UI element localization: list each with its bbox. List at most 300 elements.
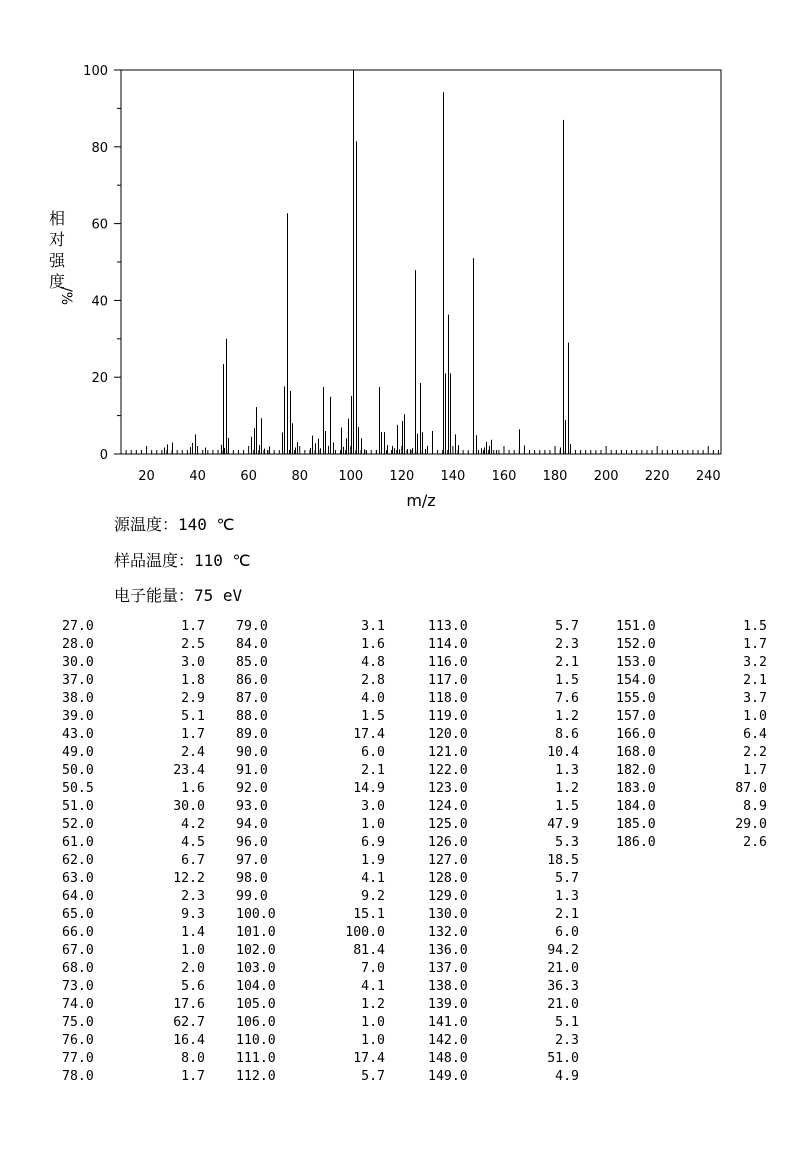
mz-value: 62.0 — [62, 853, 94, 868]
mz-value: 84.0 — [236, 637, 268, 652]
y-tick-label: 0 — [99, 448, 108, 463]
y-axis-label-char: 对 — [48, 230, 66, 249]
abundance-value: 4.1 — [361, 871, 385, 886]
abundance-value: 9.2 — [361, 889, 385, 904]
table-row — [236, 888, 385, 906]
mz-value: 104.0 — [236, 979, 276, 994]
mz-value: 88.0 — [236, 709, 268, 724]
abundance-value: 81.4 — [353, 943, 385, 958]
mz-value: 157.0 — [616, 709, 656, 724]
table-row — [236, 924, 385, 942]
mz-value: 51.0 — [62, 799, 94, 814]
abundance-value: 1.0 — [361, 1015, 385, 1030]
mz-value: 103.0 — [236, 961, 276, 976]
abundance-value: 2.1 — [743, 673, 767, 688]
abundance-value: 14.9 — [353, 781, 385, 796]
abundance-value: 16.4 — [173, 1033, 205, 1048]
abundance-value: 1.3 — [555, 889, 579, 904]
abundance-value: 2.6 — [743, 835, 767, 850]
abundance-value: 8.6 — [555, 727, 579, 742]
mz-value: 93.0 — [236, 799, 268, 814]
abundance-value: 1.7 — [743, 763, 767, 778]
mass-spectrum-chart — [0, 0, 794, 520]
mz-value: 125.0 — [428, 817, 468, 832]
source-temperature — [114, 512, 235, 535]
abundance-value: 7.6 — [555, 691, 579, 706]
mz-value: 87.0 — [236, 691, 268, 706]
table-row — [62, 672, 205, 690]
mz-value: 37.0 — [62, 673, 94, 688]
table-row — [428, 672, 579, 690]
abundance-value: 1.8 — [181, 673, 205, 688]
abundance-value: 1.6 — [361, 637, 385, 652]
mz-value: 130.0 — [428, 907, 468, 922]
table-row — [236, 852, 385, 870]
mz-value: 149.0 — [428, 1069, 468, 1084]
table-row — [236, 654, 385, 672]
table-row — [62, 1068, 205, 1086]
abundance-value: 5.6 — [181, 979, 205, 994]
mz-value: 124.0 — [428, 799, 468, 814]
abundance-value: 2.2 — [743, 745, 767, 760]
mz-value: 116.0 — [428, 655, 468, 670]
mz-value: 73.0 — [62, 979, 94, 994]
table-row — [428, 960, 579, 978]
table-row — [62, 654, 205, 672]
abundance-value: 4.9 — [555, 1069, 579, 1084]
abundance-value: 4.8 — [361, 655, 385, 670]
table-row — [428, 762, 579, 780]
mz-value: 79.0 — [236, 619, 268, 634]
table-row — [236, 1068, 385, 1086]
y-tick-label: 60 — [91, 217, 108, 233]
table-row — [62, 1032, 205, 1050]
mz-value: 89.0 — [236, 727, 268, 742]
electron-energy — [114, 583, 242, 606]
peak-table-column — [616, 618, 767, 852]
table-row — [62, 924, 205, 942]
table-row — [62, 636, 205, 654]
abundance-value: 6.0 — [555, 925, 579, 940]
abundance-value: 1.2 — [555, 709, 579, 724]
mz-value: 74.0 — [62, 997, 94, 1012]
y-tick-label: 40 — [91, 294, 108, 310]
mz-value: 30.0 — [62, 655, 94, 670]
table-row — [62, 906, 205, 924]
table-row — [428, 798, 579, 816]
x-tick-label: 100 — [338, 469, 364, 484]
table-row — [236, 798, 385, 816]
table-row — [616, 636, 767, 654]
abundance-value: 1.7 — [743, 637, 767, 652]
x-axis-label: m/z — [406, 491, 436, 510]
x-tick-label: 200 — [593, 469, 619, 484]
sample-temperature-value: 110 ℃ — [194, 551, 251, 570]
table-row — [62, 852, 205, 870]
table-row — [236, 1014, 385, 1032]
electron-energy-value: 75 eV — [194, 586, 243, 605]
table-row — [428, 906, 579, 924]
table-row — [62, 960, 205, 978]
abundance-value: 1.0 — [743, 709, 767, 724]
mz-value: 113.0 — [428, 619, 468, 634]
abundance-value: 2.4 — [181, 745, 205, 760]
table-row — [428, 924, 579, 942]
mz-value: 121.0 — [428, 745, 468, 760]
mz-value: 65.0 — [62, 907, 94, 922]
mz-value: 148.0 — [428, 1051, 468, 1066]
mz-value: 168.0 — [616, 745, 656, 760]
table-row — [428, 780, 579, 798]
mz-value: 102.0 — [236, 943, 276, 958]
mz-value: 50.5 — [62, 781, 94, 796]
abundance-value: 2.5 — [181, 637, 205, 652]
peak-table-column — [428, 618, 579, 1086]
y-tick-label: 100 — [83, 64, 108, 79]
table-row — [62, 762, 205, 780]
abundance-value: 1.2 — [361, 997, 385, 1012]
table-row — [428, 636, 579, 654]
table-row — [428, 1014, 579, 1032]
mz-value: 129.0 — [428, 889, 468, 904]
abundance-value: 3.0 — [361, 799, 385, 814]
table-row — [236, 1050, 385, 1068]
table-row — [428, 978, 579, 996]
abundance-value: 4.5 — [181, 835, 205, 850]
abundance-value: 7.0 — [361, 961, 385, 976]
mz-value: 136.0 — [428, 943, 468, 958]
mz-value: 67.0 — [62, 943, 94, 958]
table-row — [236, 726, 385, 744]
table-row — [428, 942, 579, 960]
table-row — [428, 726, 579, 744]
table-row — [616, 762, 767, 780]
abundance-value: 2.3 — [555, 1033, 579, 1048]
mz-value: 154.0 — [616, 673, 656, 688]
table-row — [236, 834, 385, 852]
mz-value: 128.0 — [428, 871, 468, 886]
abundance-value: 17.4 — [353, 727, 385, 742]
abundance-value: 3.2 — [743, 655, 767, 670]
table-row — [62, 978, 205, 996]
abundance-value: 6.0 — [361, 745, 385, 760]
table-row — [62, 816, 205, 834]
table-row — [616, 618, 767, 636]
mz-value: 63.0 — [62, 871, 94, 886]
abundance-value: 29.0 — [735, 817, 767, 832]
table-row — [616, 672, 767, 690]
abundance-value: 94.2 — [547, 943, 579, 958]
table-row — [616, 690, 767, 708]
table-row — [236, 978, 385, 996]
abundance-value: 3.0 — [181, 655, 205, 670]
mz-value: 97.0 — [236, 853, 268, 868]
abundance-value: 30.0 — [173, 799, 205, 814]
abundance-value: 4.2 — [181, 817, 205, 832]
abundance-value: 5.1 — [555, 1015, 579, 1030]
table-row — [236, 816, 385, 834]
mz-value: 166.0 — [616, 727, 656, 742]
abundance-value: 2.0 — [181, 961, 205, 976]
mz-value: 39.0 — [62, 709, 94, 724]
table-row — [236, 942, 385, 960]
y-tick-label: 20 — [91, 371, 108, 387]
mz-value: 122.0 — [428, 763, 468, 778]
abundance-value: 47.9 — [547, 817, 579, 832]
mz-value: 94.0 — [236, 817, 268, 832]
mz-value: 186.0 — [616, 835, 656, 850]
table-row — [62, 726, 205, 744]
mz-value: 91.0 — [236, 763, 268, 778]
mz-value: 100.0 — [236, 907, 276, 922]
table-row — [428, 618, 579, 636]
mz-value: 49.0 — [62, 745, 94, 760]
abundance-value: 1.7 — [181, 619, 205, 634]
abundance-value: 1.5 — [555, 673, 579, 688]
abundance-value: 5.3 — [555, 835, 579, 850]
mz-value: 66.0 — [62, 925, 94, 940]
abundance-value: 1.9 — [361, 853, 385, 868]
abundance-value: 17.4 — [353, 1051, 385, 1066]
mz-value: 27.0 — [62, 619, 94, 634]
table-row — [428, 816, 579, 834]
table-row — [62, 708, 205, 726]
table-row — [616, 816, 767, 834]
table-row — [616, 798, 767, 816]
sample-temperature — [114, 548, 251, 571]
mz-value: 77.0 — [62, 1051, 94, 1066]
abundance-value: 23.4 — [173, 763, 205, 778]
table-row — [616, 708, 767, 726]
mz-value: 75.0 — [62, 1015, 94, 1030]
abundance-value: 8.0 — [181, 1051, 205, 1066]
abundance-value: 51.0 — [547, 1051, 579, 1066]
mz-value: 96.0 — [236, 835, 268, 850]
mz-value: 64.0 — [62, 889, 94, 904]
mz-value: 183.0 — [616, 781, 656, 796]
mz-value: 99.0 — [236, 889, 268, 904]
table-row — [428, 1032, 579, 1050]
abundance-value: 9.3 — [181, 907, 205, 922]
table-row — [428, 690, 579, 708]
abundance-value: 4.1 — [361, 979, 385, 994]
abundance-value: 1.0 — [361, 1033, 385, 1048]
mz-value: 132.0 — [428, 925, 468, 940]
table-row — [62, 618, 205, 636]
abundance-value: 1.5 — [361, 709, 385, 724]
x-tick-label: 140 — [440, 469, 466, 484]
abundance-value: 5.7 — [361, 1069, 385, 1084]
abundance-value: 1.4 — [181, 925, 205, 940]
electron-energy-label: 电子能量： — [114, 586, 195, 605]
sample-temperature-label: 样品温度： — [114, 551, 195, 570]
mz-value: 90.0 — [236, 745, 268, 760]
table-row — [616, 654, 767, 672]
y-axis-label-unit: /% — [58, 286, 74, 306]
y-axis-label-char: 度 — [48, 272, 66, 291]
mz-value: 86.0 — [236, 673, 268, 688]
mz-value: 117.0 — [428, 673, 468, 688]
mz-value: 111.0 — [236, 1051, 276, 1066]
table-row — [428, 744, 579, 762]
table-row — [616, 834, 767, 852]
x-tick-label: 80 — [291, 469, 308, 484]
table-row — [236, 618, 385, 636]
mz-value: 76.0 — [62, 1033, 94, 1048]
mz-value: 118.0 — [428, 691, 468, 706]
abundance-value: 6.7 — [181, 853, 205, 868]
abundance-value: 62.7 — [173, 1015, 205, 1030]
table-row — [428, 1050, 579, 1068]
abundance-value: 100.0 — [345, 925, 385, 940]
abundance-value: 5.1 — [181, 709, 205, 724]
table-row — [62, 834, 205, 852]
mz-value: 43.0 — [62, 727, 94, 742]
table-row — [62, 780, 205, 798]
source-temperature-value: 140 ℃ — [178, 515, 235, 534]
table-row — [236, 870, 385, 888]
table-row — [236, 708, 385, 726]
mz-value: 119.0 — [428, 709, 468, 724]
x-tick-label: 160 — [491, 469, 517, 484]
table-row — [428, 996, 579, 1014]
abundance-value: 21.0 — [547, 997, 579, 1012]
mz-value: 184.0 — [616, 799, 656, 814]
abundance-value: 1.7 — [181, 1069, 205, 1084]
mz-value: 137.0 — [428, 961, 468, 976]
table-row — [616, 780, 767, 798]
mz-value: 123.0 — [428, 781, 468, 796]
table-row — [236, 960, 385, 978]
table-row — [236, 744, 385, 762]
abundance-value: 1.2 — [555, 781, 579, 796]
table-row — [62, 942, 205, 960]
abundance-value: 1.7 — [181, 727, 205, 742]
mz-value: 61.0 — [62, 835, 94, 850]
abundance-value: 2.8 — [361, 673, 385, 688]
table-row — [62, 888, 205, 906]
mz-value: 142.0 — [428, 1033, 468, 1048]
mz-value: 182.0 — [616, 763, 656, 778]
mz-value: 68.0 — [62, 961, 94, 976]
abundance-value: 5.7 — [555, 871, 579, 886]
mz-value: 153.0 — [616, 655, 656, 670]
abundance-value: 17.6 — [173, 997, 205, 1012]
abundance-value: 1.0 — [181, 943, 205, 958]
abundance-value: 18.5 — [547, 853, 579, 868]
mz-value: 152.0 — [616, 637, 656, 652]
table-row — [62, 1050, 205, 1068]
table-row — [236, 762, 385, 780]
abundance-value: 10.4 — [547, 745, 579, 760]
abundance-value: 1.6 — [181, 781, 205, 796]
mz-value: 127.0 — [428, 853, 468, 868]
abundance-value: 2.9 — [181, 691, 205, 706]
abundance-value: 87.0 — [735, 781, 767, 796]
y-axis-label-char: 相 — [48, 209, 66, 228]
abundance-value: 1.5 — [743, 619, 767, 634]
table-row — [428, 1068, 579, 1086]
abundance-value: 15.1 — [353, 907, 385, 922]
table-row — [236, 690, 385, 708]
mz-value: 120.0 — [428, 727, 468, 742]
abundance-value: 2.1 — [555, 655, 579, 670]
mz-value: 105.0 — [236, 997, 276, 1012]
mz-value: 141.0 — [428, 1015, 468, 1030]
x-tick-label: 60 — [240, 469, 257, 484]
mz-value: 38.0 — [62, 691, 94, 706]
table-row — [236, 780, 385, 798]
abundance-value: 1.0 — [361, 817, 385, 832]
table-row — [428, 888, 579, 906]
table-row — [428, 834, 579, 852]
mz-value: 139.0 — [428, 997, 468, 1012]
abundance-value: 2.3 — [181, 889, 205, 904]
mz-value: 101.0 — [236, 925, 276, 940]
mz-value: 112.0 — [236, 1069, 276, 1084]
abundance-value: 3.7 — [743, 691, 767, 706]
mz-value: 98.0 — [236, 871, 268, 886]
mz-value: 126.0 — [428, 835, 468, 850]
abundance-value: 1.5 — [555, 799, 579, 814]
table-row — [428, 654, 579, 672]
mz-value: 50.0 — [62, 763, 94, 778]
abundance-value: 3.1 — [361, 619, 385, 634]
mz-value: 52.0 — [62, 817, 94, 832]
abundance-value: 8.9 — [743, 799, 767, 814]
mz-value: 155.0 — [616, 691, 656, 706]
mz-value: 92.0 — [236, 781, 268, 796]
table-row — [236, 996, 385, 1014]
mz-value: 85.0 — [236, 655, 268, 670]
mz-value: 106.0 — [236, 1015, 276, 1030]
mz-value: 110.0 — [236, 1033, 276, 1048]
x-tick-label: 20 — [138, 469, 155, 484]
mz-value: 114.0 — [428, 637, 468, 652]
x-tick-label: 40 — [189, 469, 206, 484]
abundance-value: 5.7 — [555, 619, 579, 634]
abundance-value: 36.3 — [547, 979, 579, 994]
table-row — [616, 726, 767, 744]
table-row — [236, 906, 385, 924]
table-row — [62, 690, 205, 708]
table-row — [62, 798, 205, 816]
x-tick-label: 120 — [389, 469, 415, 484]
y-axis-label-char: 强 — [48, 251, 66, 270]
x-tick-label: 220 — [644, 469, 670, 484]
source-temperature-label: 源温度： — [114, 515, 179, 534]
table-row — [62, 996, 205, 1014]
mz-value: 138.0 — [428, 979, 468, 994]
table-row — [62, 1014, 205, 1032]
mz-value: 185.0 — [616, 817, 656, 832]
peak-table-column — [62, 618, 205, 1086]
table-row — [616, 744, 767, 762]
mz-value: 28.0 — [62, 637, 94, 652]
x-tick-label: 240 — [695, 469, 721, 484]
abundance-value: 21.0 — [547, 961, 579, 976]
table-row — [62, 744, 205, 762]
mz-value: 78.0 — [62, 1069, 94, 1084]
abundance-value: 2.1 — [361, 763, 385, 778]
abundance-value: 1.3 — [555, 763, 579, 778]
table-row — [236, 672, 385, 690]
abundance-value: 12.2 — [173, 871, 205, 886]
y-tick-label: 80 — [91, 140, 108, 156]
abundance-value: 6.9 — [361, 835, 385, 850]
table-row — [428, 852, 579, 870]
abundance-value: 6.4 — [743, 727, 767, 742]
